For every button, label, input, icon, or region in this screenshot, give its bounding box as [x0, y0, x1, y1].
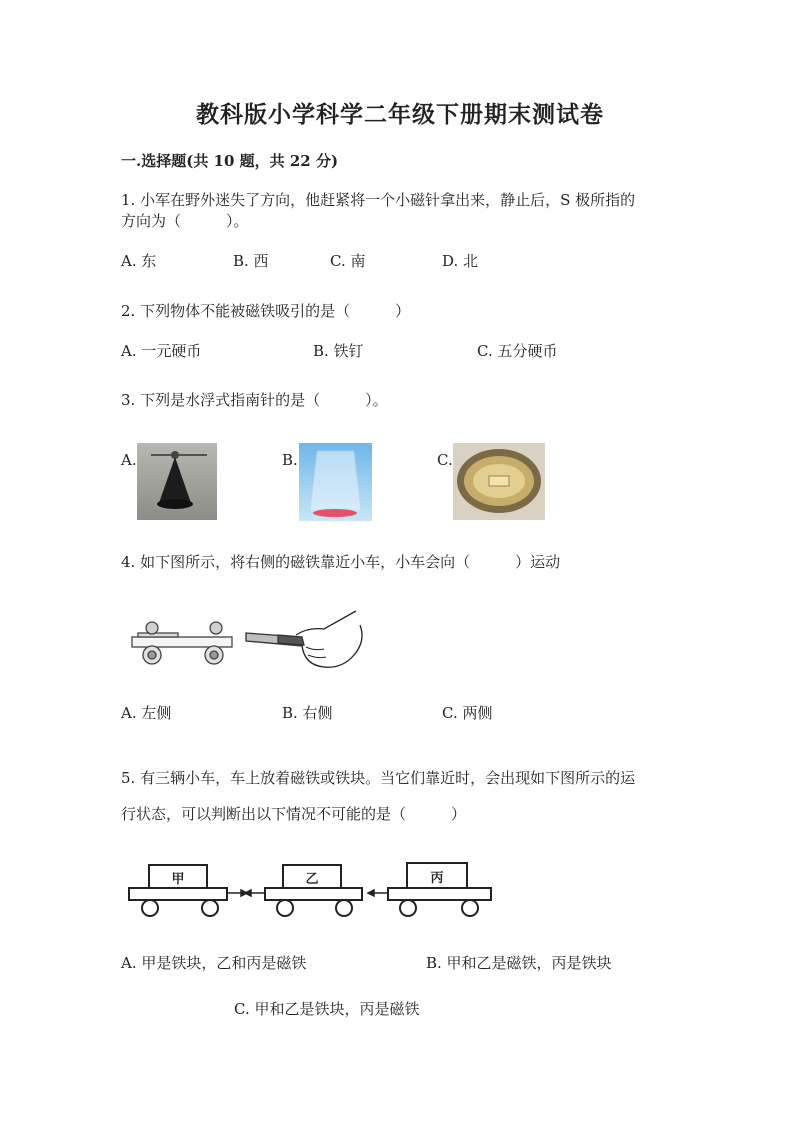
- q3-option-c[interactable]: C.: [437, 451, 453, 469]
- question-2-text: 2. 下列物体不能被磁铁吸引的是（ ）: [121, 302, 411, 320]
- bar-magnet: [246, 633, 304, 646]
- question-3-text: 3. 下列是水浮式指南针的是（ ）。: [121, 391, 388, 409]
- question-1-text-line1: 1. 小军在野外迷失了方向，他赶紧将一个小磁针拿出来，静止后，S 极所指的: [121, 191, 636, 209]
- q2-option-a[interactable]: A. 一元硬币: [121, 342, 202, 360]
- cart-2-label: 乙: [305, 872, 319, 887]
- question-5-text-line2: 行状态，可以判断出以下情况不可能的是（ ）: [121, 805, 467, 823]
- q4-option-a[interactable]: A. 左侧: [121, 704, 172, 722]
- floating-cup-image: [299, 443, 372, 521]
- q4-option-b[interactable]: B. 右侧: [282, 704, 333, 722]
- cone-compass-image: [137, 443, 217, 520]
- q3-option-b[interactable]: B.: [282, 451, 298, 469]
- page-title: 教科版小学科学二年级下册期末测试卷: [196, 101, 604, 128]
- hand-outline: [296, 611, 362, 667]
- q1-option-a[interactable]: A. 东: [121, 252, 157, 270]
- q5-option-b[interactable]: B. 甲和乙是磁铁，丙是铁块: [426, 954, 612, 972]
- three-carts-figure: [125, 860, 495, 918]
- water-bowl-compass-image: [453, 443, 545, 520]
- toy-car-and-magnet-figure: [128, 607, 373, 673]
- cart-1-label: 甲: [171, 872, 185, 887]
- cart-3-label: 丙: [430, 871, 444, 886]
- q4-option-c[interactable]: C. 两侧: [442, 704, 493, 722]
- section-heading: 一.选择题(共 10 题，共 22 分): [121, 152, 339, 170]
- q2-option-b[interactable]: B. 铁钉: [313, 342, 364, 360]
- question-5-text-line1: 5. 有三辆小车，车上放着磁铁或铁块。当它们靠近时，会出现如下图所示的运: [121, 769, 636, 787]
- q5-option-c[interactable]: C. 甲和乙是铁块，丙是磁铁: [234, 1000, 420, 1018]
- q5-option-a[interactable]: A. 甲是铁块，乙和丙是磁铁: [121, 954, 307, 972]
- q1-option-d[interactable]: D. 北: [442, 252, 479, 270]
- q2-option-c[interactable]: C. 五分硬币: [477, 342, 558, 360]
- q1-option-c[interactable]: C. 南: [330, 252, 366, 270]
- question-4-text: 4. 如下图所示，将右侧的磁铁靠近小车，小车会向（ ）运动: [121, 553, 561, 571]
- q3-option-a[interactable]: A.: [121, 451, 137, 469]
- question-1-text-line2: 方向为（ ）。: [121, 212, 249, 230]
- q1-option-b[interactable]: B. 西: [233, 252, 269, 270]
- toy-car: [132, 622, 232, 664]
